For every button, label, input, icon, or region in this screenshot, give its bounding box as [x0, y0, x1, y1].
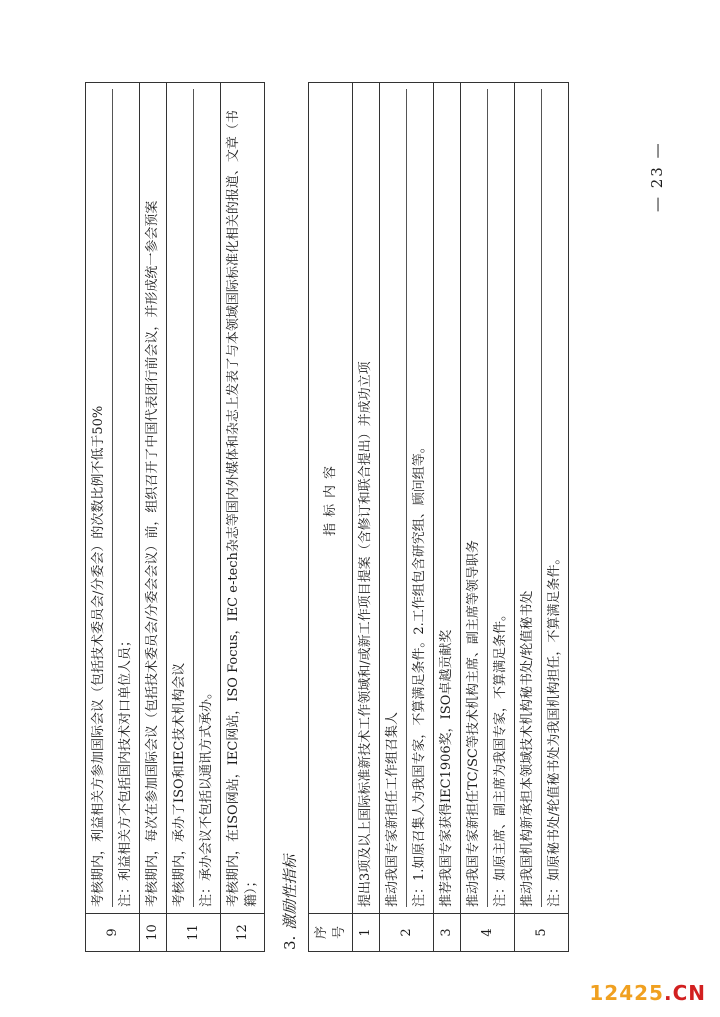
- row-note: 注：1.如原召集人为我国专家，不算满足条件。2.工作组包含研究组、顾问组等。: [412, 440, 428, 907]
- header-number: 序号: [309, 914, 353, 952]
- row-number: 4: [461, 914, 515, 952]
- table-row: [167, 83, 221, 952]
- row-number: 10: [140, 914, 167, 952]
- row-number: 3: [434, 914, 461, 952]
- section-title: 激励性指标: [281, 854, 300, 930]
- row-line: 考核期内，承办了ISO和IEC技术机构会议: [172, 662, 187, 907]
- row-line: 考核期内，在ISO网站，IEC网站，ISO Focus，IEC e-tech杂志等国内外媒体和杂志上发表了与本领域国际标准化相关的报道、文章（书籍）；: [226, 110, 259, 907]
- row-note: 注：如原主席、副主席为我国专家，不算满足条件。: [493, 607, 509, 907]
- table-row: [380, 83, 434, 952]
- incentive-indicators-table: [308, 82, 569, 952]
- row-number: 12: [221, 914, 265, 952]
- row-line: 推动我国专家新担任TC/SC等技术机构主席、副主席等领导职务: [466, 540, 482, 907]
- row-content: [515, 83, 569, 914]
- table-row: [86, 83, 140, 952]
- row-number: 1: [353, 914, 380, 952]
- row-content: [140, 83, 167, 914]
- row-content: [167, 83, 221, 914]
- table-row: [140, 83, 167, 952]
- rotated-page: [85, 42, 675, 952]
- watermark-domain: .CN: [663, 981, 706, 1005]
- row-number: 11: [167, 914, 221, 952]
- row-note: 注：承办会议不包括以通讯方式承办。: [199, 685, 214, 907]
- row-content: [221, 83, 265, 914]
- header-content: 指标内容: [309, 83, 353, 914]
- table-row: [221, 83, 265, 952]
- row-content: [461, 83, 515, 914]
- table-row: [461, 83, 515, 952]
- site-watermark: [589, 981, 706, 1005]
- row-note: 注：如原秘书处/轮值秘书处为我国机构担任，不算满足条件。: [547, 551, 563, 907]
- row-content: [353, 83, 380, 914]
- section-number: 3.: [281, 935, 300, 950]
- row-note: 注：利益相关方不包括国内技术对口单位人员；: [118, 633, 133, 907]
- row-number: 2: [380, 914, 434, 952]
- row-content: [86, 83, 140, 914]
- row-line: 考核期内，利益相关方参加国际会议（包括技术委员会/分委会）的次数比例不低于50%: [91, 405, 106, 907]
- page-number: — 23 —: [648, 141, 666, 213]
- row-content: [380, 83, 434, 914]
- row-number: 9: [86, 914, 140, 952]
- assessment-table-1: [85, 82, 265, 952]
- row-line: 推荐我国专家获得IEC1906奖，ISO卓越贡献奖: [439, 629, 455, 907]
- table-header-row: [309, 83, 353, 952]
- row-number: 5: [515, 914, 569, 952]
- table-row: [434, 83, 461, 952]
- row-line: 提出3项及以上国际标准新技术工作领域和/或新工作项目提案（含修订和联合提出）并成功立项: [358, 361, 374, 907]
- row-content: [434, 83, 461, 914]
- table-row: [515, 83, 569, 952]
- row-line: 考核期内，每次在参加国际会议（包括技术委员会/分委会会议）前，组织召开了中国代表团行前会议，并形成统一参会预案: [145, 200, 160, 907]
- row-line: 推动我国专家新担任工作组召集人: [385, 711, 401, 907]
- table-row: [353, 83, 380, 952]
- row-line: 推动我国机构新承担本领域技术机构秘书处/轮值秘书处: [520, 590, 536, 907]
- watermark-number: 12425: [589, 981, 664, 1005]
- section-heading: [279, 42, 300, 950]
